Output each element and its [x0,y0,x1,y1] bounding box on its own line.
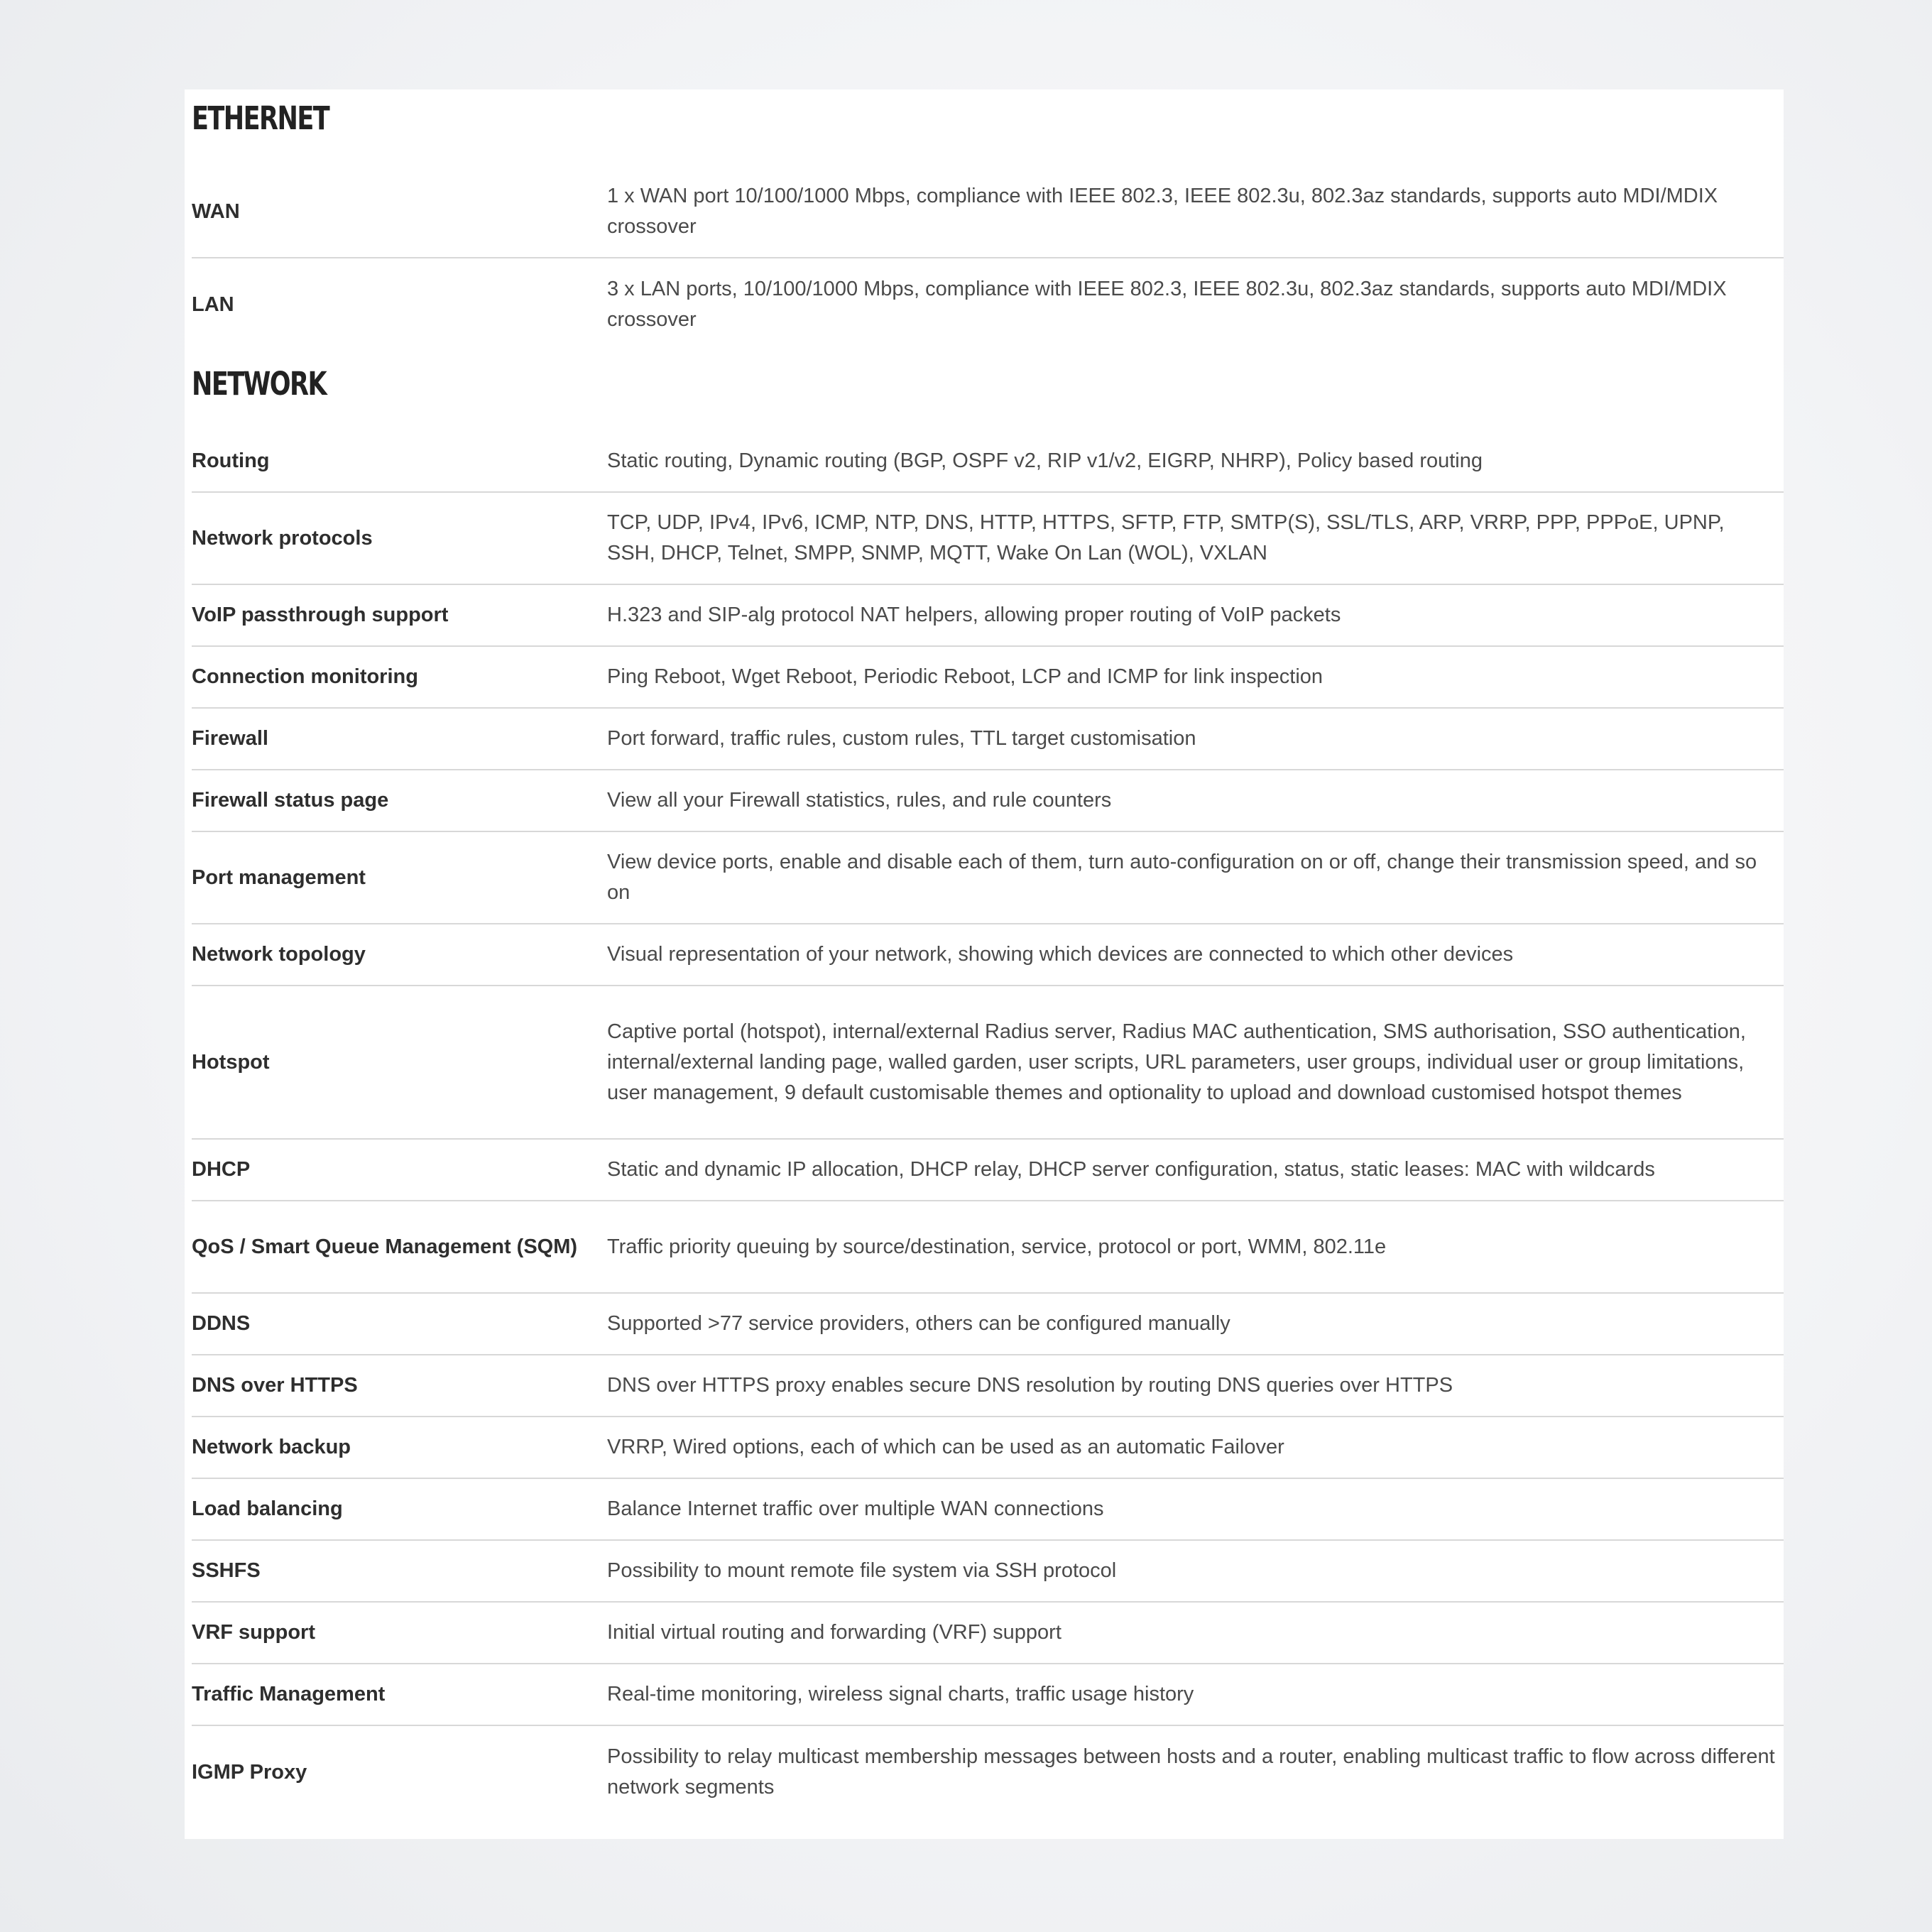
table-row [192,986,1784,1140]
spec-value: Static and dynamic IP allocation, DHCP relay, DHCP server configuration, status, static leases: MAC with wildcards [607,1158,1655,1181]
spec-label: Connection monitoring [192,665,418,688]
spec-value: Real-time monitoring, wireless signal charts, traffic usage history [607,1683,1194,1705]
spec-label: Network topology [192,943,366,966]
spec-label: DNS over HTTPS [192,1374,358,1397]
spec-value: View all your Firewall statistics, rules, and rule counters [607,789,1112,812]
spec-label: DDNS [192,1312,251,1335]
spec-value: Supported >77 service providers, others can be configured manually [607,1312,1230,1335]
table-row [192,832,1784,924]
spec-label: VRF support [192,1621,315,1644]
spec-label: Hotspot [192,1050,270,1074]
spec-value: Visual representation of your network, showing which devices are connected to which other devices [607,943,1514,966]
spec-value: Static routing, Dynamic routing (BGP, OSPF v2, RIP v1/v2, EIGRP, NHRP), Policy based routing [607,449,1483,472]
spec-value: 1 x WAN port 10/100/1000 Mbps, compliance with IEEE 802.3, IEEE 802.3u, 802.3az standards, supports auto MDI/MDIX crossover [607,185,1718,238]
spec-label: QoS / Smart Queue Management (SQM) [192,1235,578,1258]
section-title-ethernet: ETHERNET [192,99,329,137]
table-row [192,924,1784,986]
table-row [192,1479,1784,1541]
spec-sheet [185,89,1784,1839]
spec-value: View device ports, enable and disable each of them, turn auto-configuration on or off, change their transmission speed, and so on [607,851,1757,904]
table-row [192,1417,1784,1479]
spec-value: Possibility to mount remote file system via SSH protocol [607,1559,1117,1582]
spec-label: Firewall [192,727,268,750]
table-row [192,1201,1784,1294]
table-row [192,493,1784,585]
spec-value: Ping Reboot, Wget Reboot, Periodic Reboot, LCP and ICMP for link inspection [607,665,1324,688]
spec-label: Routing [192,449,270,472]
spec-value: Traffic priority queuing by source/destination, service, protocol or port, WMM, 802.11e [607,1235,1387,1258]
spec-label: DHCP [192,1158,251,1181]
table-row [192,1664,1784,1726]
section-title-network: NETWORK [192,365,327,403]
spec-label: LAN [192,293,234,316]
spec-label: IGMP Proxy [192,1760,307,1784]
spec-value: Captive portal (hotspot), internal/external Radius server, Radius MAC authentication, SMS authorisation, SSO authentication, internal/external landing page, walled garden, user scripts, URL parameters, user groups, individual user or group limitations, user management, 9 default customisable themes and optionality to upload and download customised hotspot themes [607,1020,1746,1104]
spec-value: VRRP, Wired options, each of which can be used as an automatic Failover [607,1436,1284,1458]
network-spec-table [192,431,1784,1818]
spec-label: WAN [192,200,240,223]
spec-label: SSHFS [192,1559,261,1582]
spec-label: Firewall status page [192,789,389,812]
table-row [192,258,1784,351]
spec-value: Port forward, traffic rules, custom rules, TTL target customisation [607,727,1196,750]
table-row [192,1541,1784,1603]
table-row [192,1355,1784,1417]
table-row [192,585,1784,647]
spec-label: Traffic Management [192,1683,386,1705]
spec-value: Possibility to relay multicast membership messages between hosts and a router, enabling multicast traffic to flow across different network segments [607,1745,1775,1799]
spec-label: Network protocols [192,526,373,550]
spec-value: 3 x LAN ports, 10/100/1000 Mbps, compliance with IEEE 802.3, IEEE 802.3u, 802.3az standards, supports auto MDI/MDIX crossover [607,278,1727,331]
table-row [192,431,1784,493]
spec-label: Network backup [192,1436,351,1458]
spec-label: Port management [192,866,366,889]
spec-label: VoIP passthrough support [192,604,449,626]
ethernet-spec-table [192,166,1784,351]
table-row [192,709,1784,770]
spec-label: Load balancing [192,1497,343,1520]
spec-value: H.323 and SIP-alg protocol NAT helpers, allowing proper routing of VoIP packets [607,604,1341,626]
table-row [192,1140,1784,1201]
spec-value: Initial virtual routing and forwarding (VRF) support [607,1621,1061,1644]
table-row [192,166,1784,258]
table-row [192,770,1784,832]
table-row [192,1603,1784,1664]
spec-value: TCP, UDP, IPv4, IPv6, ICMP, NTP, DNS, HTTP, HTTPS, SFTP, FTP, SMTP(S), SSL/TLS, ARP, VRRP, PPP, PPPoE, UPNP, SSH, DHCP, Telnet, SMPP, SNMP, MQTT, Wake On Lan (WOL), VXLAN [607,511,1725,564]
table-row [192,1294,1784,1355]
table-row [192,647,1784,709]
spec-value: Balance Internet traffic over multiple WAN connections [607,1497,1104,1520]
table-row [192,1726,1784,1818]
spec-value: DNS over HTTPS proxy enables secure DNS resolution by routing DNS queries over HTTPS [607,1374,1453,1397]
